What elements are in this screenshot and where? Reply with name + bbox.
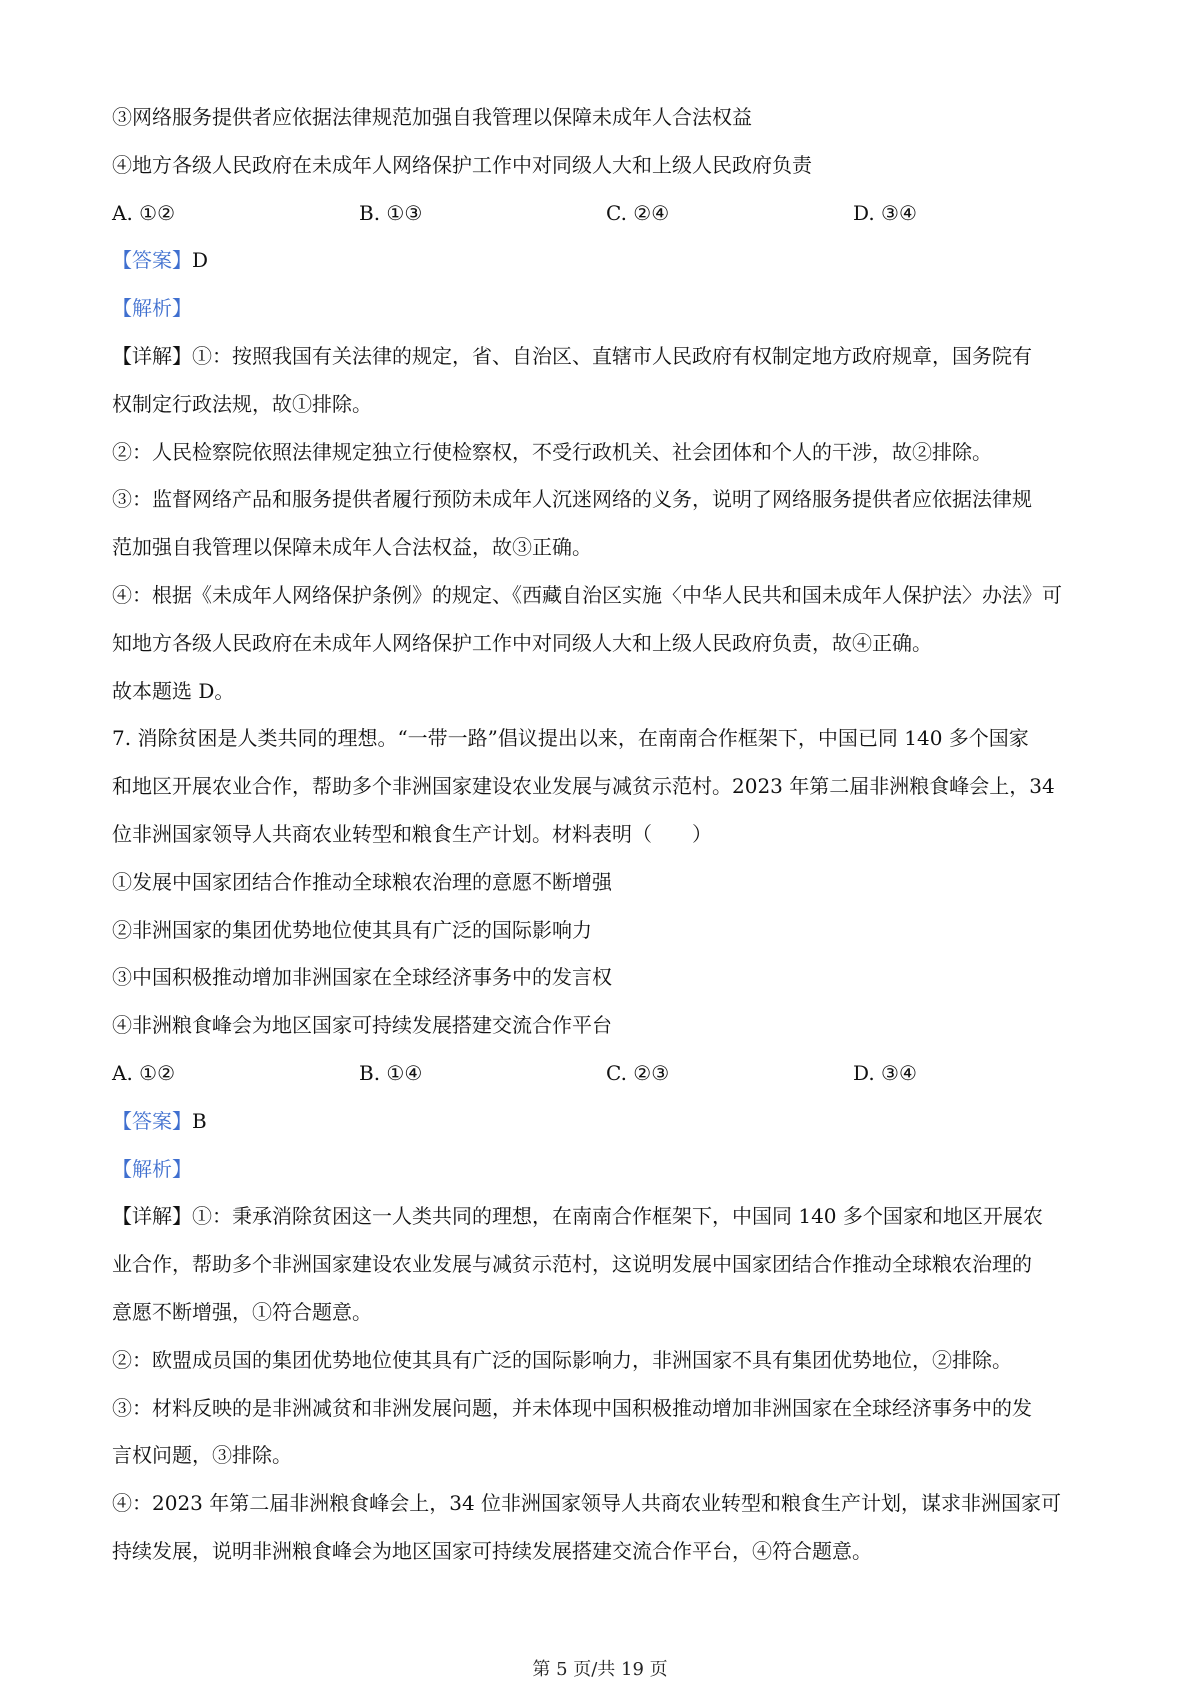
q6-explanation-line-1: 【详解】①：按照我国有关法律的规定，省、自治区、直辖市人民政府有权制定地方政府规章，国务院有 <box>112 343 1032 368</box>
q7-explanation-line-2: 业合作，帮助多个非洲国家建设农业发展与减贫示范村，这说明发展中国家团结合作推动全球粮农治理的 <box>112 1252 1032 1277</box>
q7-statement-3: ③中国积极推动增加非洲国家在全球经济事务中的发言权 <box>112 965 612 990</box>
q7-answer-label: 【答案】 <box>112 1108 192 1133</box>
q7-option-c: C. ②③ <box>606 1060 670 1085</box>
q6-explanation-line-4: ③：监督网络产品和服务提供者履行预防未成年人沉迷网络的义务，说明了网络服务提供者应依据法律规 <box>112 487 1032 512</box>
q7-option-a: A. ①② <box>112 1060 176 1085</box>
q7-explanation-line-1: 【详解】①：秉承消除贫困这一人类共同的理想，在南南合作框架下，中国同 140 多个国家和地区开展农 <box>112 1204 1043 1229</box>
q6-answer <box>112 237 1102 285</box>
q7-detail-label: 【详解】 <box>112 1204 192 1229</box>
q6-analysis-label: 【解析】 <box>112 296 192 321</box>
q7-explanation-line-6: 言权问题，③排除。 <box>112 1443 292 1468</box>
page-content <box>112 94 1102 1576</box>
q6-explanation-line-5: 范加强自我管理以保障未成年人合法权益，故③正确。 <box>112 535 592 560</box>
q7-analysis-label: 【解析】 <box>112 1156 192 1181</box>
q6-conclusion: 故本题选 D。 <box>112 678 235 703</box>
q7-option-b: B. ①④ <box>359 1060 423 1085</box>
q6-explanation-line-2: 权制定行政法规，故①排除。 <box>112 391 372 416</box>
q6-option-a: A. ①② <box>112 200 176 225</box>
q7-statement-4: ④非洲粮食峰会为地区国家可持续发展搭建交流合作平台 <box>112 1013 612 1038</box>
q6-option-b: B. ①③ <box>359 200 423 225</box>
q7-stem-line-2: 和地区开展农业合作，帮助多个非洲国家建设农业发展与减贫示范村。2023 年第二届非洲粮食峰会上，34 <box>112 774 1055 799</box>
q6-options <box>112 190 1102 238</box>
q6-answer-value: D <box>192 248 209 273</box>
q6-explanation-line-7: 知地方各级人民政府在未成年人网络保护工作中对同级人大和上级人民政府负责，故④正确。 <box>112 630 932 655</box>
q7-statement-1: ①发展中国家团结合作推动全球粮农治理的意愿不断增强 <box>112 869 612 894</box>
q6-detail-label: 【详解】 <box>112 343 192 368</box>
q7-stem-line-3: 位非洲国家领导人共商农业转型和粮食生产计划。材料表明（ ） <box>112 821 712 846</box>
q7-explanation-line-5: ③：材料反映的是非洲减贫和非洲发展问题，并未体现中国积极推动增加非洲国家在全球经济事务中的发 <box>112 1395 1032 1420</box>
q7-explanation-line-4: ②：欧盟成员国的集团优势地位使其具有广泛的国际影响力，非洲国家不具有集团优势地位，②排除。 <box>112 1347 1012 1372</box>
q6-answer-label: 【答案】 <box>112 248 192 273</box>
q7-statement-2: ②非洲国家的集团优势地位使其具有广泛的国际影响力 <box>112 917 592 942</box>
q6-statement-4: ④地方各级人民政府在未成年人网络保护工作中对同级人大和上级人民政府负责 <box>112 152 812 177</box>
q7-explanation-line-8: 持续发展，说明非洲粮食峰会为地区国家可持续发展搭建交流合作平台，④符合题意。 <box>112 1538 872 1563</box>
q6-option-d: D. ③④ <box>853 200 917 225</box>
q6-explanation-line-3: ②：人民检察院依照法律规定独立行使检察权，不受行政机关、社会团体和个人的干涉，故②排除。 <box>112 439 992 464</box>
q7-option-d: D. ③④ <box>853 1060 917 1085</box>
q7-stem-line-1: 7. 消除贫困是人类共同的理想。“一带一路”倡议提出以来，在南南合作框架下，中国已同 140 多个国家 <box>112 726 1029 751</box>
q6-option-c: C. ②④ <box>606 200 670 225</box>
q6-statement-3: ③网络服务提供者应依据法律规范加强自我管理以保障未成年人合法权益 <box>112 105 752 129</box>
q7-answer <box>112 1098 1102 1146</box>
q7-answer-value: B <box>192 1108 207 1133</box>
q7-explanation-line-3: 意愿不断增强，①符合题意。 <box>112 1299 372 1324</box>
q7-options <box>112 1050 1102 1098</box>
q7-explanation-line-7: ④：2023 年第二届非洲粮食峰会上，34 位非洲国家领导人共商农业转型和粮食生产计划，谋求非洲国家可 <box>112 1491 1062 1516</box>
q6-explanation-line-6: ④：根据《未成年人网络保护条例》的规定、《西藏自治区实施〈中华人民共和国未成年人保护法〉办法》可 <box>112 582 1062 607</box>
page-footer: 第 5 页/共 19 页 <box>532 1659 668 1680</box>
